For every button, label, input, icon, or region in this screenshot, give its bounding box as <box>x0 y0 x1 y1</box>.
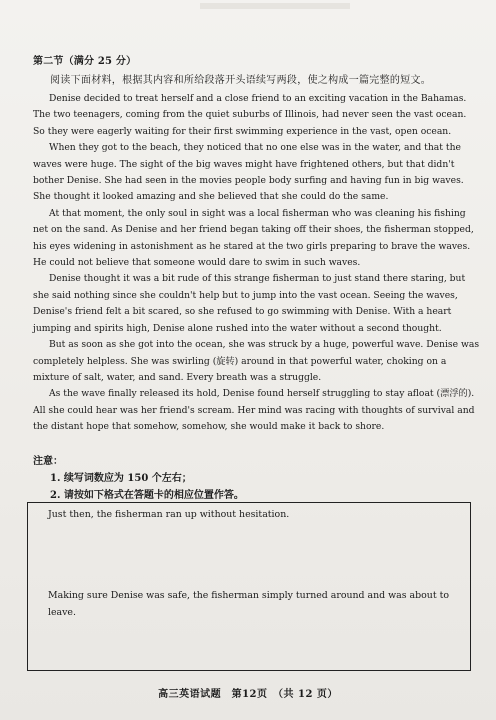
bleed-through-mark <box>200 3 350 9</box>
page-footer: 高三英语试题 第12页 （共 12 页） <box>158 689 338 700</box>
section-title: 第二节（满分 25 分） <box>33 56 137 67</box>
paragraph-opening-2: Making sure Denise was safe, the fisherman simply turned around and was about to leave. <box>48 590 449 618</box>
note-item: 2. 请按如下格式在答题卡的相应位置作答。 <box>50 490 244 501</box>
notes-heading: 注意： <box>33 456 63 467</box>
paragraph-3: At that moment, the only soul in sight was a local fisherman who was cleaning his fishing net on the sand. As Denise and her friend began taking off their shoes, the fisherman stopped, his eyes widening in astonishment as he stared at the two girls preparing to brave the waves. He could not believe that someone would dare to swim in such waves. <box>33 207 474 269</box>
paragraph-opening-1: Just then, the fisherman ran up without hesitation. <box>48 509 290 520</box>
instruction: 阅读下面材料，根据其内容和所给段落开头语续写两段，使之构成一篇完整的短文。 <box>50 75 432 86</box>
note-item: 1. 续写词数应为 150 个左右； <box>50 473 192 484</box>
paragraph-2: When they got to the beach, they noticed that no one else was in the water, and that the waves were huge. The sight of the big waves might have frightened others, but that didn't bother Denise. She had seen in the movies people body surfing and having fun in big waves. She thought it looked amazing and she believed that she could do the same. <box>33 142 464 203</box>
paragraph-4: Denise thought it was a bit rude of this strange fisherman to just stand there staring, but she said nothing since she couldn't help but to jump into the vast ocean. Seeing the waves, Denise's friend felt a bit scared, so she refused to go swimming with Denise. With a heart jumping and spirits high, Denise alone rushed into the water without a second thought. <box>33 273 466 334</box>
answer-box <box>27 502 471 671</box>
paragraph-1: Denise decided to treat herself and a close friend to an exciting vacation in the Bahamas. The two teenagers, coming from the quiet suburbs of Illinois, had never seen the vast ocean. So they were eagerly waiting for their first swimming experience in the vast, open ocean. <box>33 93 467 137</box>
paragraph-6: As the wave finally released its hold, Denise found herself struggling to stay afloat (漂浮的). All she could hear was her friend's scream. Her mind was racing with thoughts of survival and the distant hope that somehow, somehow, she would make it back to shore. <box>33 388 475 433</box>
story-text <box>33 91 481 436</box>
paragraph-5: But as soon as she got into the ocean, she was struck by a huge, powerful wave. Denise was completely helpless. She was swirling (旋转) around in that powerful water, choking on a mixture of salt, water, and sand. Every breath was a struggle. <box>33 339 480 383</box>
notes <box>33 453 244 504</box>
